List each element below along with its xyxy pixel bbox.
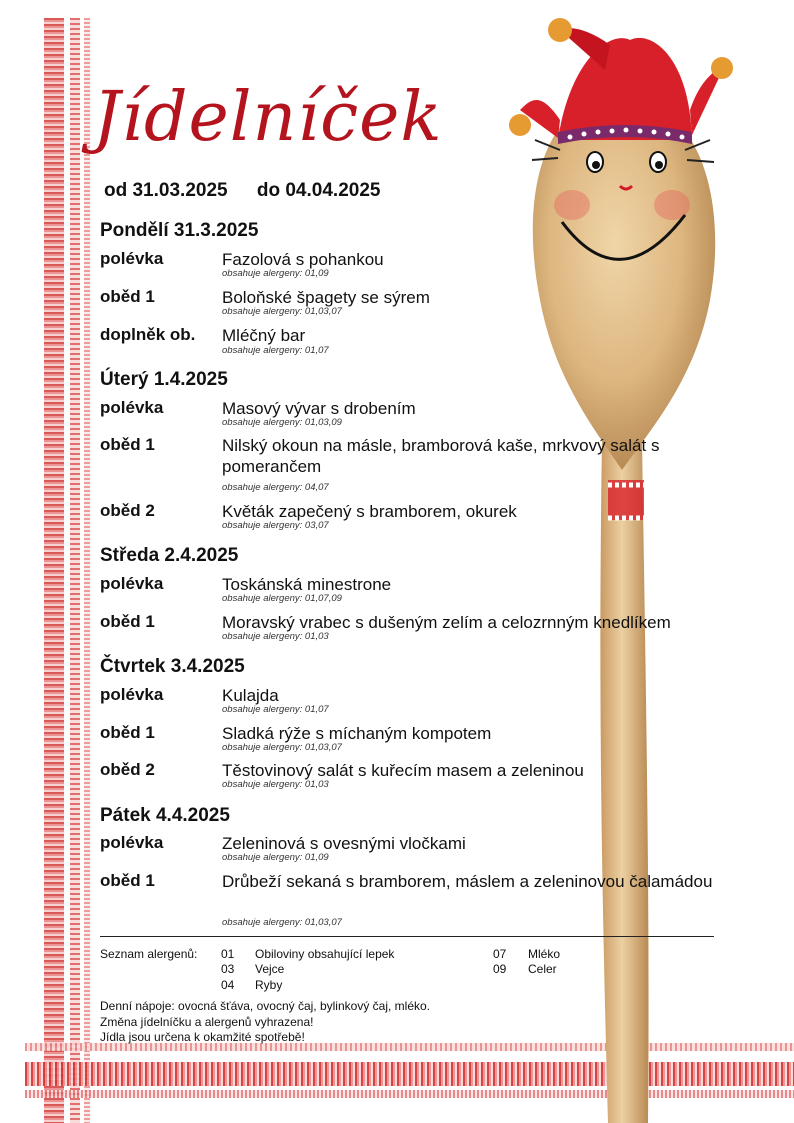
red-stripe-decoration — [84, 18, 90, 1123]
allergen-code: 03 — [221, 962, 235, 976]
allergen-note: obsahuje alergeny: 04,07 — [222, 482, 329, 493]
day-heading: Čtvrtek 3.4.2025 — [100, 656, 245, 677]
allergen-note: obsahuje alergeny: 01,03,07 — [222, 306, 342, 317]
allergen-name: Celer — [528, 962, 557, 976]
day-heading: Středa 2.4.2025 — [100, 545, 239, 566]
day-heading: Úterý 1.4.2025 — [100, 369, 228, 390]
allergen-note: obsahuje alergeny: 01,07,09 — [222, 593, 342, 604]
allergen-name: Vejce — [255, 962, 285, 976]
allergen-note: obsahuje alergeny: 01,09 — [222, 268, 329, 279]
meal-label: oběd 2 — [100, 760, 155, 779]
date-from: od 31.03.2025 — [104, 180, 228, 201]
allergen-code: 09 — [493, 962, 507, 976]
allergen-note: obsahuje alergeny: 01,03,07 — [222, 917, 342, 928]
dish-name: Kulajda — [222, 686, 279, 705]
divider — [100, 936, 714, 937]
allergen-code: 01 — [221, 947, 235, 961]
meal-label: oběd 2 — [100, 501, 155, 520]
allergen-legend-label: Seznam alergenů: — [100, 947, 198, 961]
meal-label: oběd 1 — [100, 435, 155, 454]
date-range — [104, 180, 404, 202]
allergen-note: obsahuje alergeny: 01,09 — [222, 852, 329, 863]
dish-name: Květák zapečený s bramborem, okurek — [222, 502, 517, 521]
dish-name: Mléčný bar — [222, 326, 306, 345]
dish-name: Moravský vrabec s dušeným zelím a celozrnným knedlíkem — [222, 613, 671, 632]
dish-name: Toskánská minestrone — [222, 575, 392, 594]
dish-name: Boloňské špagety se sýrem — [222, 288, 430, 307]
allergen-note: obsahuje alergeny: 01,03,07 — [222, 742, 342, 753]
dish-name: Nilský okoun na másle, bramborová kaše, mrkvový salát s pomerančem — [222, 436, 660, 476]
dish-name: Zeleninová s ovesnými vločkami — [222, 834, 466, 853]
meal-label: doplněk ob. — [100, 325, 196, 344]
dish-name: Těstovinový salát s kuřecím masem a zeleninou — [222, 761, 584, 780]
meal-label: polévka — [100, 398, 164, 417]
allergen-name: Mléko — [528, 947, 561, 961]
allergen-note: obsahuje alergeny: 03,07 — [222, 520, 329, 531]
allergen-note: obsahuje alergeny: 01,03,09 — [222, 417, 342, 428]
allergen-note: obsahuje alergeny: 01,03 — [222, 631, 329, 642]
page-title: Jídelníček — [93, 78, 443, 157]
meal-label: polévka — [100, 574, 164, 593]
allergen-name: Obiloviny obsahující lepek — [255, 947, 395, 961]
dish-name: Sladká rýže s míchaným kompotem — [222, 724, 492, 743]
allergen-code: 04 — [221, 978, 235, 992]
dish-name: Drůbeží sekaná s bramborem, máslem a zeleninovou čalamádou — [222, 872, 713, 891]
allergen-name: Ryby — [255, 978, 283, 992]
dish-name: Fazolová s pohankou — [222, 250, 384, 269]
meal-label: polévka — [100, 833, 164, 852]
red-stripe-decoration — [70, 18, 80, 1123]
allergen-note: obsahuje alergeny: 01,03 — [222, 779, 329, 790]
date-to: do 04.04.2025 — [256, 180, 381, 201]
allergen-note: obsahuje alergeny: 01,07 — [222, 704, 329, 715]
day-heading: Pátek 4.4.2025 — [100, 805, 230, 826]
red-stripe-decoration — [44, 18, 64, 1123]
allergen-code: 07 — [493, 947, 507, 961]
meal-label: polévka — [100, 685, 164, 704]
meal-label: oběd 1 — [100, 287, 155, 306]
change-note: Změna jídelníčku a alergenů vyhrazena! — [100, 1015, 314, 1029]
meal-label: oběd 1 — [100, 723, 155, 742]
drinks-note: Denní nápoje: ovocná šťáva, ovocný čaj, bylinkový čaj, mléko. — [100, 999, 431, 1013]
day-heading: Pondělí 31.3.2025 — [100, 220, 259, 241]
meal-label: polévka — [100, 249, 164, 268]
consumption-note: Jídla jsou určena k okamžité spotřebě! — [100, 1030, 305, 1044]
meal-label: oběd 1 — [100, 612, 155, 631]
meal-label: oběd 1 — [100, 871, 155, 890]
allergen-note: obsahuje alergeny: 01,07 — [222, 345, 329, 356]
dish-name: Masový vývar s drobením — [222, 399, 416, 418]
